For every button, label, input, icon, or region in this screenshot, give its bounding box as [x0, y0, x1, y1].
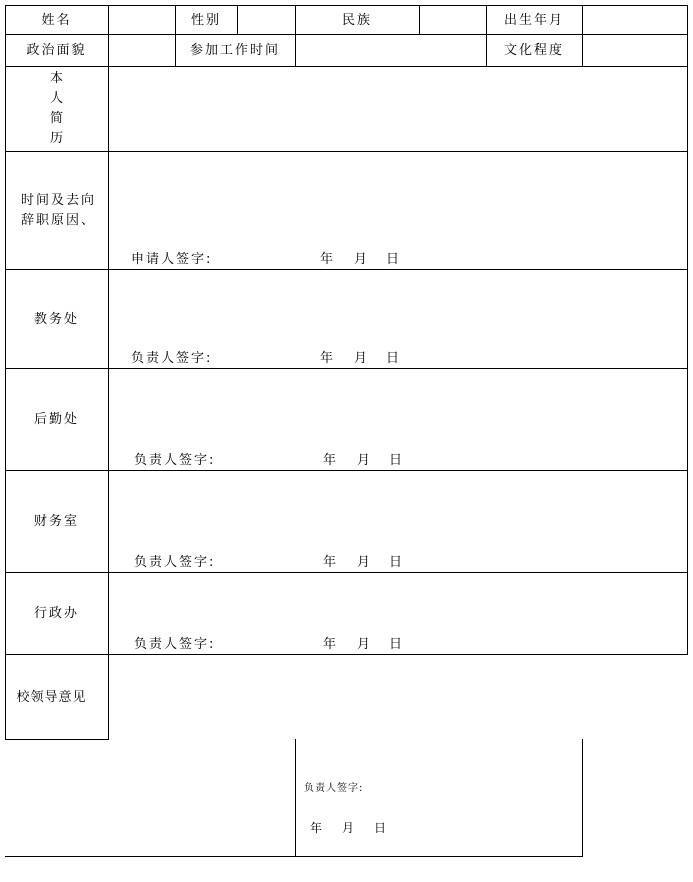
politics-label: 政治面貌	[26, 43, 87, 58]
finance-opinion-cell[interactable]	[109, 471, 687, 543]
leader-label: 校领导意见	[16, 690, 87, 705]
resume-content-cell[interactable]	[109, 67, 687, 151]
date-year: 年	[323, 453, 339, 468]
resume-label	[5, 69, 108, 149]
date-month: 月	[357, 555, 373, 570]
resume-label-char: 本	[49, 71, 63, 86]
administration-date	[323, 638, 404, 651]
work-start-label: 参加工作时间	[189, 43, 280, 58]
date-day: 日	[386, 351, 402, 366]
date-month: 月	[354, 252, 370, 267]
politics-value-cell[interactable]	[109, 35, 175, 66]
date-year: 年	[320, 252, 336, 267]
administration-label: 行政办	[33, 606, 79, 621]
academic-affairs-signature-label: 负责人签字:	[131, 351, 213, 366]
logistics-label: 后勤处	[33, 412, 79, 427]
date-month: 月	[357, 637, 373, 652]
logistics-date	[323, 454, 404, 467]
date-year: 年	[323, 555, 339, 570]
academic-affairs-label: 教务处	[33, 312, 79, 327]
applicant-signature-label: 申请人签字:	[131, 252, 213, 267]
education-value-cell[interactable]	[583, 35, 687, 66]
logistics-signature-label: 负责人签字:	[134, 453, 216, 468]
reason-label-line1: 时间及去向	[21, 193, 97, 208]
ethnicity-value-cell[interactable]	[420, 6, 486, 34]
reason-label-line2: 辞职原因、	[21, 213, 97, 228]
leader-date	[310, 822, 388, 834]
date-year: 年	[310, 821, 325, 835]
logistics-opinion-cell[interactable]	[109, 369, 687, 441]
finance-signature-label: 负责人签字:	[134, 555, 216, 570]
academic-affairs-date	[320, 352, 401, 365]
birth-label: 出生年月	[503, 13, 564, 28]
finance-date	[323, 556, 404, 569]
date-year: 年	[323, 637, 339, 652]
grid-line	[295, 739, 296, 857]
resume-label-char: 简	[49, 111, 63, 126]
name-value-cell[interactable]	[109, 6, 175, 34]
resume-label-char: 历	[49, 131, 63, 146]
grid-line	[582, 739, 583, 857]
gender-value-cell[interactable]	[238, 6, 295, 34]
leader-signature-label: 负责人签字:	[304, 783, 364, 794]
date-month: 月	[357, 453, 373, 468]
date-day: 日	[389, 555, 405, 570]
date-year: 年	[320, 351, 336, 366]
grid-line	[5, 739, 108, 740]
gender-label: 性别	[190, 13, 221, 28]
education-label: 文化程度	[503, 43, 564, 58]
reason-date	[320, 253, 401, 266]
administration-opinion-cell[interactable]	[109, 573, 687, 625]
date-day: 日	[389, 453, 405, 468]
leader-opinion-cell[interactable]	[109, 655, 687, 739]
resume-label-char: 人	[49, 91, 63, 106]
birth-value-cell[interactable]	[583, 6, 687, 34]
finance-label: 财务室	[33, 514, 79, 529]
ethnicity-label: 民族	[341, 13, 372, 28]
grid-line	[687, 5, 688, 655]
date-day: 日	[374, 821, 389, 835]
date-month: 月	[354, 351, 370, 366]
date-day: 日	[386, 252, 402, 267]
work-start-value-cell[interactable]	[296, 35, 486, 66]
date-day: 日	[389, 637, 405, 652]
name-label: 姓名	[41, 13, 72, 28]
reason-content-cell[interactable]	[109, 152, 687, 242]
administration-signature-label: 负责人签字:	[134, 637, 216, 652]
grid-line	[5, 856, 582, 857]
academic-affairs-opinion-cell[interactable]	[109, 270, 687, 340]
date-month: 月	[342, 821, 357, 835]
